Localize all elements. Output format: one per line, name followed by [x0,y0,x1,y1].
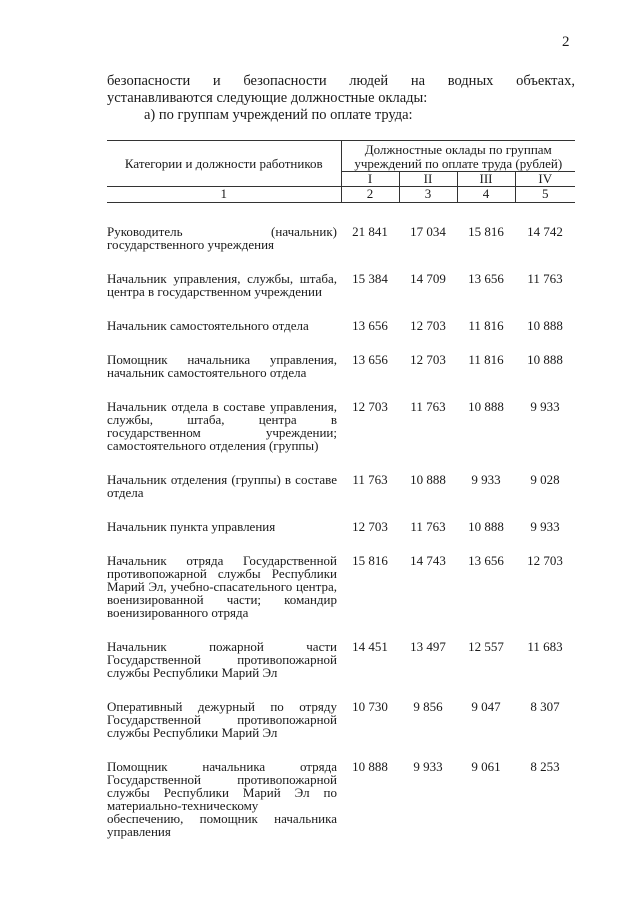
salary-group-3: 9 933 [471,471,501,487]
header-colnum-2: 2 [341,187,399,203]
header-group-4: IV [515,172,575,187]
table-row [107,554,575,619]
salary-group-1: 15 384 [352,270,388,286]
salary-group-1: 10 888 [352,758,388,774]
position-title: Начальник самостоятельного отдела [107,317,309,333]
table-row [107,473,575,499]
salary-group-1: 15 816 [352,552,388,568]
intro-line-1: безопасности и безопасности людей на водных объектах, [107,73,575,89]
salary-group-3: 13 656 [468,552,504,568]
salary-group-4: 9 028 [530,471,560,487]
salary-group-1: 11 763 [352,471,388,487]
salary-group-2: 10 888 [410,471,446,487]
intro-line-3: а) по группам учреждений по оплате труда: [144,107,413,123]
position-title: Начальник управления, службы, штаба, центра в государственном учреждении [107,270,337,299]
salary-group-3: 10 888 [468,518,504,534]
salary-group-2: 14 743 [410,552,446,568]
salary-group-3: 11 816 [468,351,504,367]
salary-group-1: 12 703 [352,518,388,534]
header-colnum-3: 3 [399,187,457,203]
salary-group-2: 12 703 [410,317,446,333]
salary-group-4: 8 307 [530,698,560,714]
position-title: Помощник начальника управления, начальник самостоятельного отдела [107,351,337,380]
header-colnum-1: 1 [107,187,341,203]
salary-group-3: 15 816 [468,223,504,239]
header-salaries: Должностные оклады по группам учреждений по оплате труда (рублей) [341,141,575,172]
salary-group-3: 9 061 [471,758,501,774]
position-title: Начальник пункта управления [107,518,276,534]
salary-group-1: 10 730 [352,698,388,714]
salary-group-1: 13 656 [352,317,388,333]
header-group-3: III [457,172,515,187]
position-title: Начальник отдела в составе управления, службы, штаба, центра в государственном учреждении; самостоятельного отделения (группы) [107,398,337,453]
salary-group-1: 12 703 [352,398,388,414]
salary-table [107,140,575,838]
salary-group-2: 13 497 [410,638,446,654]
header-group-2: II [399,172,457,187]
salary-group-1: 13 656 [352,351,388,367]
salary-group-4: 8 253 [530,758,560,774]
table-row [107,319,575,332]
position-title: Руководитель (начальник) государственного учреждения [107,223,337,252]
table-row [107,700,575,739]
position-title: Оперативный дежурный по отряду Государственной противопожарной службы Республики Марий Эл [107,698,337,740]
salary-group-4: 11 683 [527,638,563,654]
salary-group-4: 12 703 [527,552,563,568]
salary-group-3: 10 888 [468,398,504,414]
table-row [107,272,575,298]
table-row [107,225,575,251]
salary-group-4: 10 888 [527,351,563,367]
page-number: 2 [562,34,570,50]
header-colnum-4: 4 [457,187,515,203]
salary-group-3: 13 656 [468,270,504,286]
salary-group-2: 17 034 [410,223,446,239]
table-row [107,400,575,452]
salary-group-2: 11 763 [410,518,446,534]
salary-group-2: 9 933 [413,758,443,774]
table-row [107,520,575,533]
header-group-1: I [341,172,399,187]
salary-group-4: 9 933 [530,518,560,534]
table-row [107,640,575,679]
salary-group-4: 11 763 [527,270,563,286]
salary-group-2: 9 856 [413,698,443,714]
salary-group-3: 11 816 [468,317,504,333]
salary-group-1: 21 841 [352,223,388,239]
position-title: Начальник отделения (группы) в составе отдела [107,471,337,500]
table-body [107,203,575,838]
header-colnum-5: 5 [515,187,575,203]
header-category: Категории и должности работников [107,141,341,187]
salary-group-2: 14 709 [410,270,446,286]
salary-group-3: 12 557 [468,638,504,654]
salary-group-4: 9 933 [530,398,560,414]
position-title: Начальник отряда Государственной противопожарной службы Республики Марий Эл, учебно-спасательного центра, военизированной части; командир военизированного отряда [107,552,337,620]
table-row [107,760,575,838]
salary-group-4: 14 742 [527,223,563,239]
salary-group-2: 12 703 [410,351,446,367]
salary-group-3: 9 047 [471,698,501,714]
intro-line-2: устанавливаются следующие должностные оклады: [107,90,428,106]
salary-group-2: 11 763 [410,398,446,414]
position-title: Помощник начальника отряда Государственной противопожарной службы Республики Марий Эл по материально-техническому обеспечению, помощник начальника управления [107,758,337,839]
salary-group-1: 14 451 [352,638,388,654]
position-title: Начальник пожарной части Государственной противопожарной службы Республики Марий Эл [107,638,337,680]
table-row [107,353,575,379]
salary-group-4: 10 888 [527,317,563,333]
